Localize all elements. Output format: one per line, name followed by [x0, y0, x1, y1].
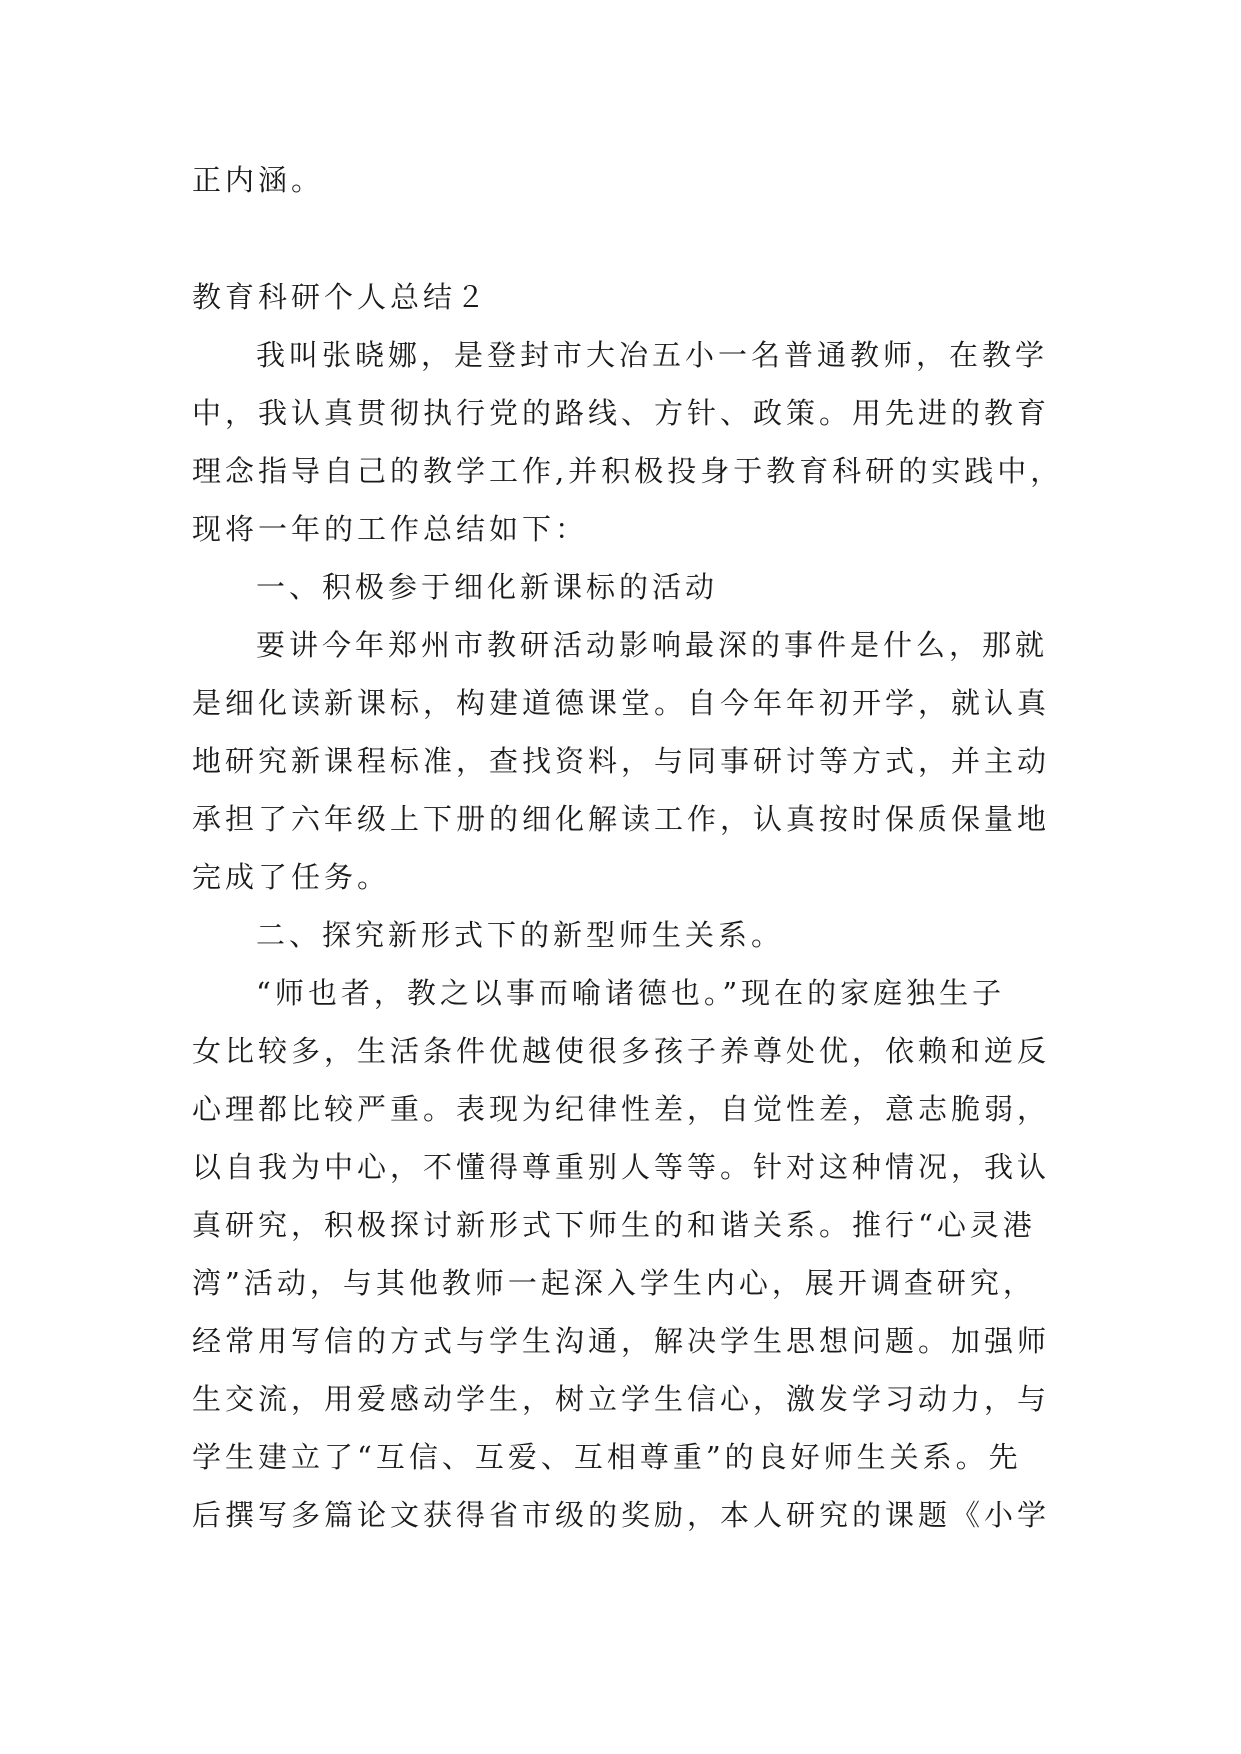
para-2-line: 以自我为中心，不懂得尊重别人等等。针对这种情况，我认: [192, 1150, 1051, 1184]
para-1-line: 地研究新课程标准，查找资料，与同事研讨等方式，并主动: [192, 744, 1051, 778]
blank-line: [192, 209, 1072, 268]
para-1-line: 完成了任务。: [192, 860, 391, 894]
para-2-line: 学生建立了“互信、互爱、互相尊重”的良好师生关系。先: [192, 1440, 1022, 1474]
document-body: [192, 151, 1072, 1544]
para-2-line: 湾”活动，与其他教师一起深入学生内心，展开调查研究，: [192, 1266, 1036, 1300]
heading-1: 一、积极参于细化新课标的活动: [256, 570, 719, 604]
section-title: 教育科研个人总结２: [192, 280, 490, 314]
para-2-line: 心理都比较严重。表现为纪律性差，自觉性差，意志脆弱，: [192, 1092, 1051, 1126]
intro-line: 理念指导自己的教学工作,并积极投身于教育科研的实践中，: [192, 454, 1064, 488]
para-2-line: 后撰写多篇论文获得省市级的奖励，本人研究的课题《小学: [192, 1498, 1051, 1532]
para-2-line: 经常用写信的方式与学生沟通，解决学生思想问题。加强师: [192, 1324, 1051, 1358]
para-2-line: “师也者，教之以事而喻诸德也。”现在的家庭独生子: [256, 976, 1006, 1010]
heading-2: 二、探究新形式下的新型师生关系。: [256, 918, 785, 952]
intro-line: 我叫张晓娜，是登封市大冶五小一名普通教师，在教学: [256, 338, 1049, 372]
para-1-line: 是细化读新课标，构建道德课堂。自今年年初开学，就认真: [192, 686, 1051, 720]
para-2-line: 生交流，用爱感动学生，树立学生信心，激发学习动力，与: [192, 1382, 1051, 1416]
intro-line: 现将一年的工作总结如下：: [192, 512, 589, 546]
para-2-line: 女比较多，生活条件优越使很多孩子养尊处优，依赖和逆反: [192, 1034, 1051, 1068]
para-2-line: 真研究，积极探讨新形式下师生的和谐关系。推行“心灵港: [192, 1208, 1036, 1242]
continuation-line: 正内涵。: [192, 163, 325, 197]
para-1-line: 承担了六年级上下册的细化解读工作，认真按时保质保量地: [192, 802, 1051, 836]
intro-line: 中，我认真贯彻执行党的路线、方针、政策。用先进的教育: [192, 396, 1051, 430]
para-1-line: 要讲今年郑州市教研活动影响最深的事件是什么，那就: [256, 628, 1049, 662]
